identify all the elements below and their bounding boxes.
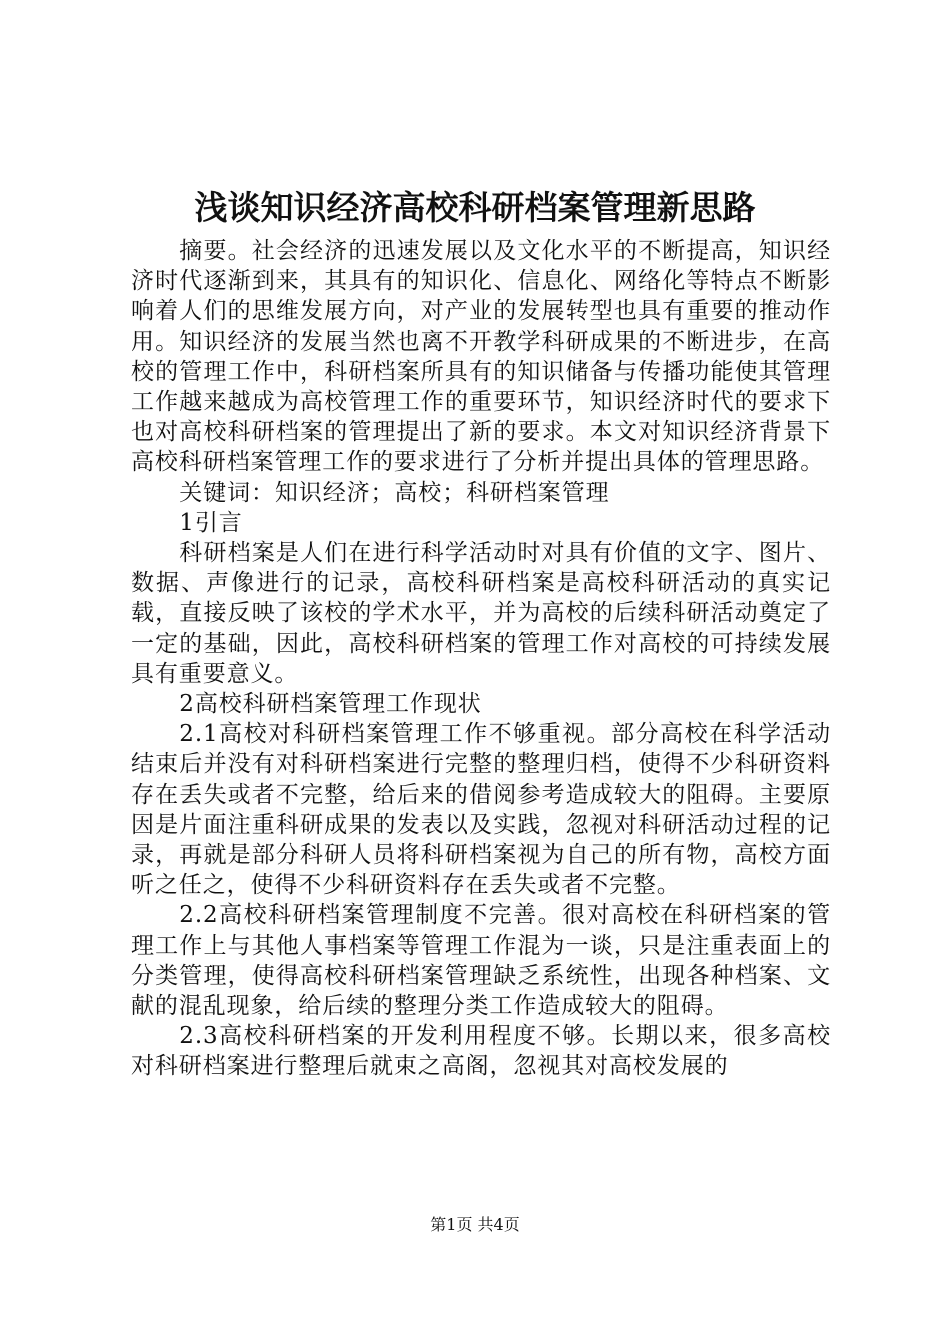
status-paragraph-2-3: 2.3高校科研档案的开发利用程度不够。长期以来，很多高校对科研档案进行整理后就束之高阁，忽视其对高校发展的 [131, 1023, 831, 1080]
page-number-footer: 第1页 共4页 [430, 1215, 520, 1234]
keywords-paragraph: 关键词：知识经济；高校；科研档案管理 [179, 479, 610, 506]
status-paragraph-2-2: 2.2高校科研档案管理制度不完善。很对高校在科研档案的管理工作上与其他人事档案等管理工作混为一谈，只是注重表面上的分类管理，使得高校科研档案管理缺乏系统性，出现各种档案、文献的混乱现象，给后续的整理分类工作造成较大的阻碍。 [131, 902, 831, 1020]
introduction-paragraph: 科研档案是人们在进行科学活动时对具有价值的文字、图片、数据、声像进行的记录，高校科研档案是高校科研活动的真实记载，直接反映了该校的学术水平，并为高校的后续科研活动奠定了一定的基础，因此，高校科研档案的管理工作对高校的可持续发展具有重要意义。 [131, 540, 831, 687]
section-heading-status: 2高校科研档案管理工作现状 [179, 691, 482, 718]
status-paragraph-2-1: 2.1高校对科研档案管理工作不够重视。部分高校在科学活动结束后并没有对科研档案进行完整的整理归档，使得不少科研资料存在丢失或者不完整，给后来的借阅参考造成较大的阻碍。主要原因是片面注重科研成果的发表以及实践，忽视对科研活动过程的记录，再就是部分科研人员将科研档案视为自己的所有物，高校方面听之任之，使得不少科研资料存在丢失或者不完整。 [131, 721, 831, 899]
document-body [131, 236, 831, 1082]
document-title: 浅谈知识经济高校科研档案管理新思路 [194, 188, 756, 227]
section-heading-introduction: 1引言 [179, 509, 243, 536]
abstract-paragraph: 摘要。社会经济的迅速发展以及文化水平的不断提高，知识经济时代逐渐到来，其具有的知识化、信息化、网络化等特点不断影响着人们的思维发展方向，对产业的发展转型也具有重要的推动作用。知识经济的发展当然也离不开教学科研成果的不断进步，在高校的管理工作中，科研档案所具有的知识储备与传播功能使其管理工作越来越成为高校管理工作的重要环节，知识经济时代的要求下也对高校科研档案的管理提出了新的要求。本文对知识经济背景下高校科研档案管理工作的要求进行了分析并提出具体的管理思路。 [131, 238, 831, 476]
